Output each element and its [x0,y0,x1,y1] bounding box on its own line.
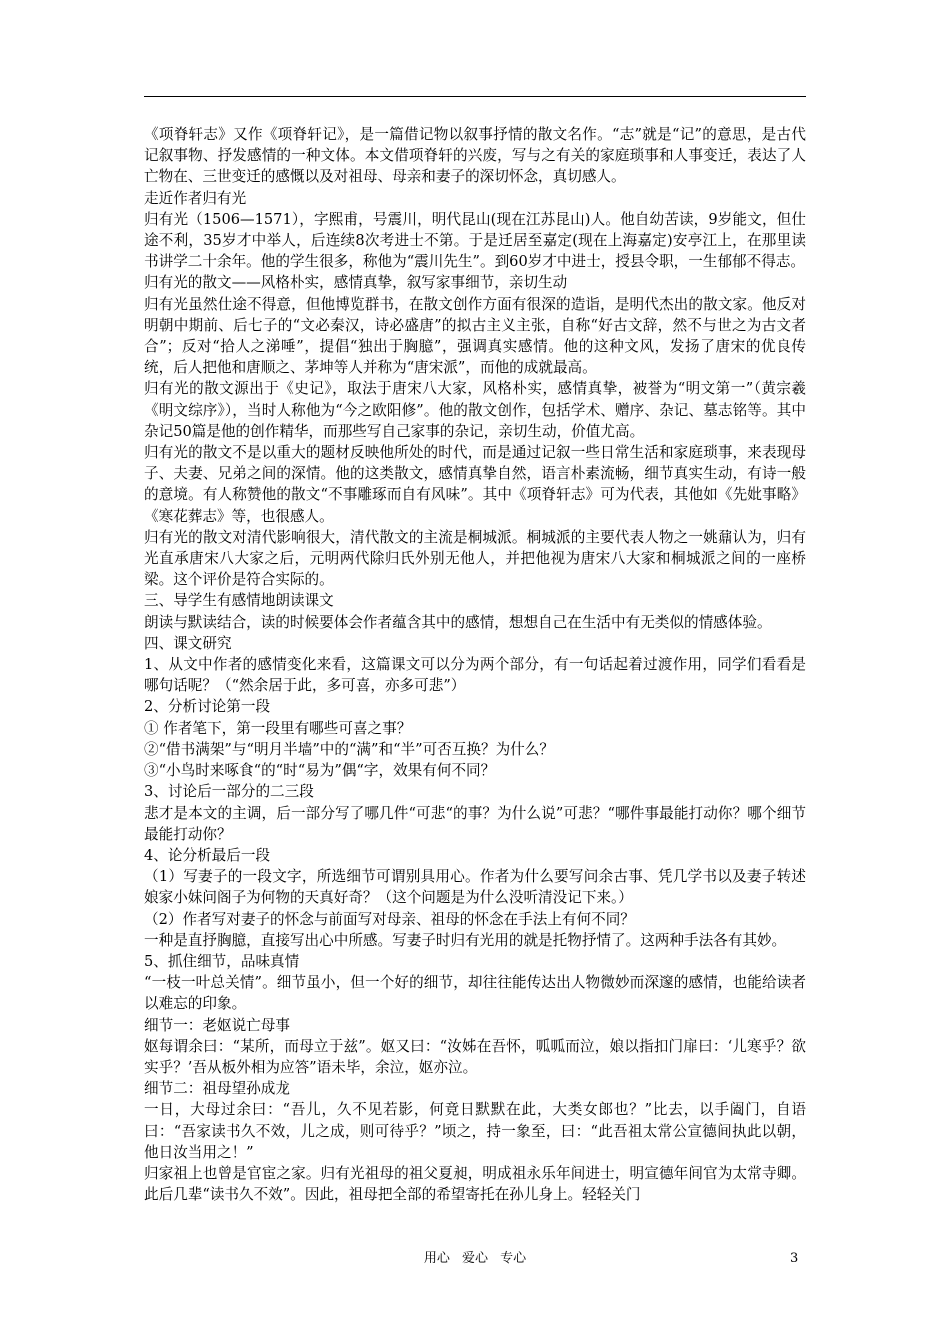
paragraph: 细节一：老妪说亡母事 [144,1016,290,1034]
paragraph: 1、从文中作者的感情变化来看，这篇课文可以分为两个部分，有一句话起着过渡作用，同学们看看是哪句话呢？（“然余居于此，多可喜，亦多可悲”） [144,656,806,695]
paragraph: ① 作者笔下，第一段里有哪些可喜之事？ [144,719,412,737]
paragraph: 走近作者归有光 [144,189,247,207]
paragraph: （1）写妻子的一段文字，所选细节可谓别具用心。作者为什么要写问余古事、凭几学书以及妻子转述娘家小妹问阁子为何物的天真好奇？（这个问题是为什么没听清没记下来。） [144,868,806,907]
page-number: 3 [790,1251,799,1266]
paragraph: 悲才是本文的主调，后一部分写了哪几件“可悲“的事？为什么说”可悲？“哪件事最能打动你？哪个细节最能打动你？ [144,804,806,843]
paragraph: 朗读与默读结合，读的时候要体会作者蕴含其中的感情，想想自己在生活中有无类似的情感体验。 [144,613,772,631]
paragraph: 细节二：祖母望孙成龙 [144,1080,290,1098]
paragraph: 归有光虽然仕途不得意，但他博览群书，在散文创作方面有很深的造诣，是明代杰出的散文家。他反对明朝中期前、后七子的“文必秦汉，诗必盛唐”的拟古主义主张，自称“好古文辞，然不与世之为古文者合”；反对“拾人之涕唾”，提倡“独出于胸臆”，强调真实感情。他的这种文风，发扬了唐宋的优良传统，后人把他和唐顺之、茅坤等人并称为“唐宋派”，而他的成就最高。 [144,295,806,377]
paragraph: 3、讨论后一部分的二三段 [144,783,314,801]
paragraph: 三、导学生有感情地朗读课文 [144,592,334,610]
paragraph: “一枝一叶总关情”。细节虽小，但一个好的细节，却往往能传达出人物微妙而深邃的感情，也能给读者以难忘的印象。 [144,974,806,1013]
document-body [144,124,806,1205]
paragraph: 2、分析讨论第一段 [144,698,271,716]
paragraph: 妪每谓余曰：“某所，而母立于兹”。妪又曰：“汝姊在吾怀，呱呱而泣，娘以指扣门扉曰：‘儿寒乎？欲实乎？’吾从板外相为应答”语未毕，余泣，妪亦泣。 [144,1037,806,1076]
paragraph: 4、论分析最后一段 [144,846,271,864]
paragraph: 一种是直抒胸臆，直接写出心中所感。写妻子时归有光用的就是托物抒情了。这两种手法各有其妙。 [144,931,787,949]
paragraph: 5、抓住细节，品味真情 [144,952,300,970]
paragraph: 归有光的散文——风格朴实，感情真挚，叙写家事细节，亲切生动 [144,274,568,292]
paragraph: ③“小鸟时来啄食“的“时“易为”偶“字，效果有何不同？ [144,762,496,780]
paragraph: 一日，大母过余曰：“吾儿，久不见若影，何竟日默默在此，大类女郎也？”比去，以手阖门，自语曰：“吾家读书久不效，儿之成，则可待乎？”顷之，持一象至，曰：“此吾祖太常公宣德间执此以朝，他日汝当用之！” [144,1101,806,1161]
header-rule [144,96,806,97]
paragraph: 归家祖上也曾是官宦之家。归有光祖母的祖父夏昶，明成祖永乐年间进士，明宣德年间官为太常寺卿。此后几辈“读书久不效”。因此，祖母把全部的希望寄托在孙儿身上。轻轻关门 [144,1164,806,1204]
paragraph: 归有光的散文不是以重大的题材反映他所处的时代，而是通过记叙一些日常生活和家庭琐事，来表现母子、夫妻、兄弟之间的深情。他的这类散文，感情真挚自然，语言朴素流畅，细节真实生动，有诗一般的意境。有人称赞他的散文“不事雕琢而自有风味”。其中《项脊轩志》可为代表，其他如《先妣事略》《寒花葬志》等，也很感人。 [144,444,806,525]
paragraph: （2）作者写对妻子的怀念与前面写对母亲、祖母的怀念在手法上有何不同？ [144,910,635,928]
paragraph: 归有光的散文源出于《史记》，取法于唐宋八大家，风格朴实，感情真挚，被誉为“明文第一”（黄宗羲《明文综序》），当时人称他为“今之欧阳修”。他的散文创作，包括学术、赠序、杂记、墓志铭等。其中杂记50篇是他的创作精华，而那些写自己家事的杂记，亲切生动，价值尤高。 [144,380,806,440]
paragraph: 归有光的散文对清代影响很大，清代散文的主流是桐城派。桐城派的主要代表人物之一姚鼐认为，归有光直承唐宋八大家之后，元明两代除归氏外别无他人，并把他视为唐宋八大家和桐城派之间的一座桥梁。这个评价是符合实际的。 [144,528,806,589]
paragraph: 归有光（1506—1571），字熙甫，号震川，明代昆山(现在江苏昆山)人。他自幼苦读，9岁能文，但仕途不利，35岁才中举人，后连续8次考进士不第。于是迁居至嘉定(现在上海嘉定)安亭江上，在那里读书讲学二十余年。他的学生很多，称他为“震川先生”。到60岁才中进士，授县令职，一生郁郁不得志。 [144,210,806,271]
paragraph: 四、课文研究 [144,634,232,652]
footer-motto: 用心 爱心 专心 [423,1251,527,1266]
paragraph: 《项脊轩志》又作《项脊轩记》，是一篇借记物以叙事抒情的散文名作。“志”就是“记”的意思，是古代记叙事物、抒发感情的一种文体。本文借项脊轩的兴废，写与之有关的家庭琐事和人事变迁，表达了人亡物在、三世变迁的感慨以及对祖母、母亲和妻子的深切怀念，真切感人。 [144,126,806,186]
paragraph: ②“借书满架”与“明月半墙”中的“满”和“半”可否互换？为什么？ [144,740,554,758]
